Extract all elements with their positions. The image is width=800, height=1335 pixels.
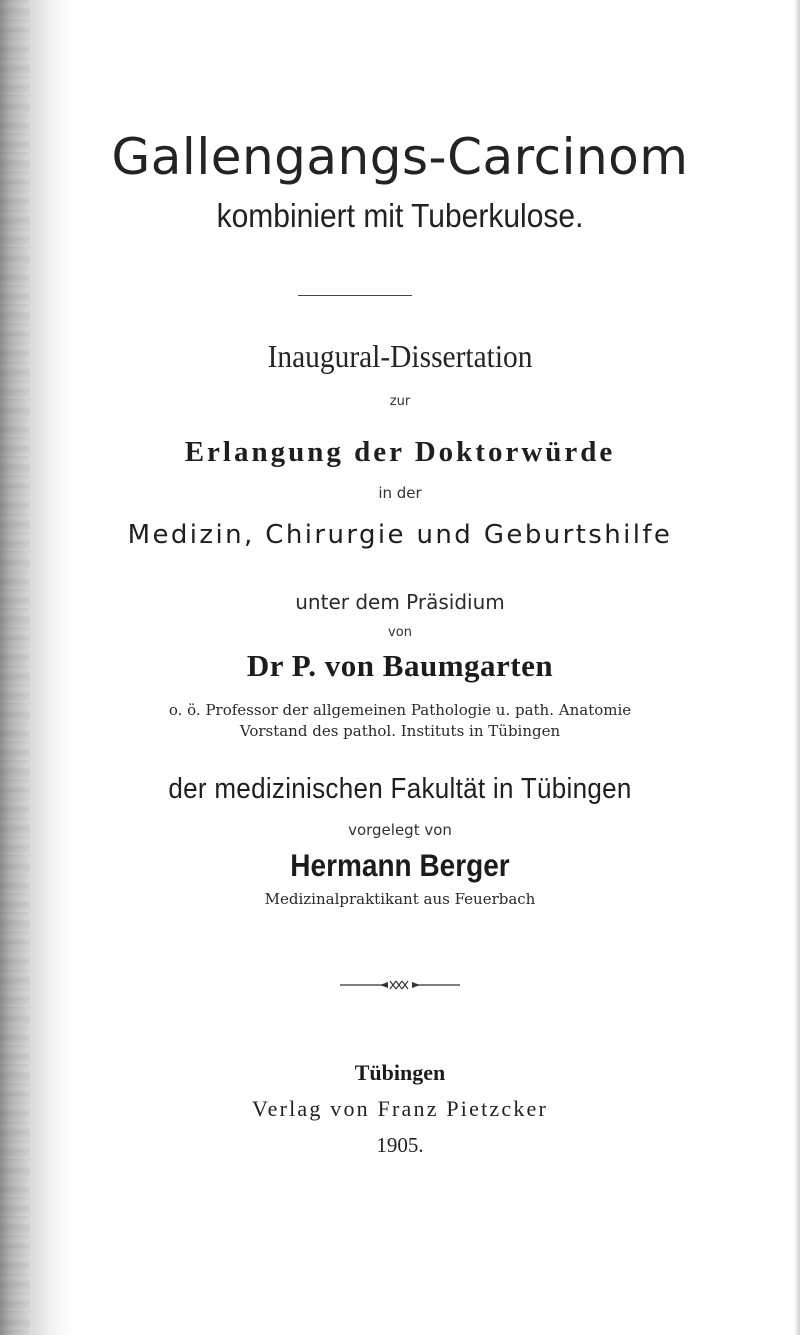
connector-in-der: in der: [378, 484, 422, 502]
faculty-fields: Medizin, Chirurgie und Geburtshilfe: [127, 520, 673, 550]
faculty-name: der medizinischen Fakultät in Tübingen: [168, 771, 632, 805]
publication-year: 1905.: [376, 1133, 424, 1157]
degree-purpose: Erlangung der Doktorwürde: [184, 436, 616, 468]
title-divider: [298, 295, 412, 296]
connector-von: von: [388, 625, 412, 640]
dissertation-label: Inaugural-Dissertation: [267, 338, 533, 374]
author-name: Hermann Berger: [290, 848, 510, 883]
presidium-label: unter dem Präsidium: [295, 590, 505, 614]
praeses-title-line-1: o. ö. Professor der allgemeinen Pathologie u. path. Anatomie: [168, 701, 632, 719]
document-title: Gallengangs-Carcinom: [111, 128, 689, 186]
author-role: Medizinalpraktikant aus Feuerbach: [264, 890, 536, 908]
publisher: Verlag von Franz Pietzcker: [251, 1096, 549, 1121]
place-of-publication: Tübingen: [354, 1060, 446, 1085]
ornament-divider-icon: [340, 978, 460, 992]
connector-zur: zur: [389, 394, 411, 409]
praeses-name: Dr P. von Baumgarten: [246, 648, 554, 683]
praeses-title-line-2: Vorstand des pathol. Instituts in Tübingen: [239, 722, 561, 740]
submitted-by-label: vorgelegt von: [348, 821, 452, 839]
document-subtitle: kombiniert mit Tuberkulose.: [216, 197, 584, 235]
